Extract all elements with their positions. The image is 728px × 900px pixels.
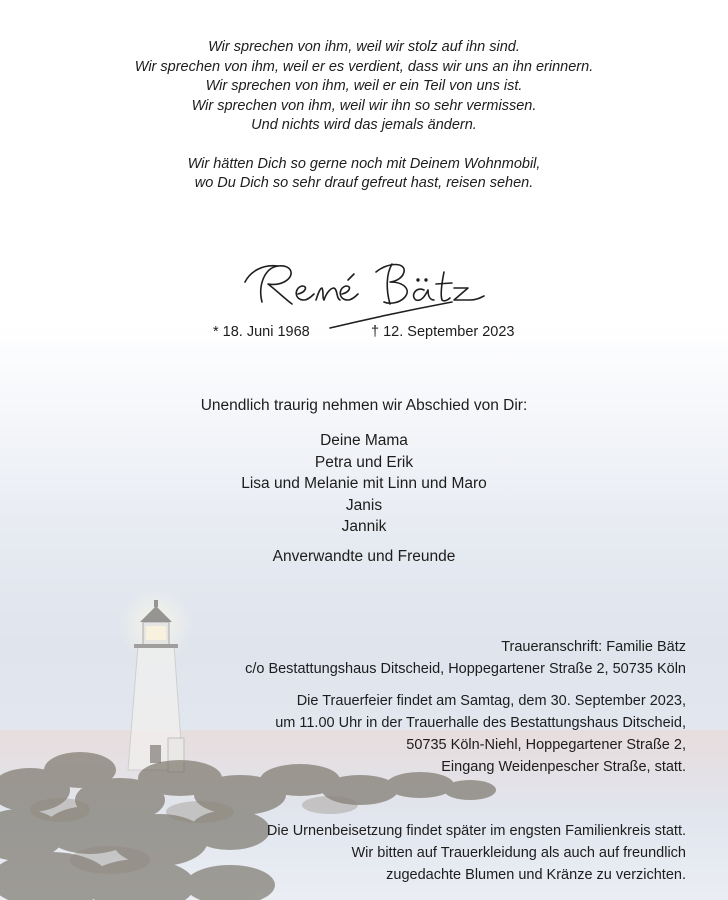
notes xyxy=(267,820,686,886)
mourner-name: Janis xyxy=(345,496,383,514)
address-line: Traueranschrift: Familie Bätz xyxy=(501,639,686,655)
poem xyxy=(0,38,728,194)
mourner-name: Jannik xyxy=(341,518,387,535)
poem-line: Wir hätten Dich so gerne noch mit Deinem Wohnmobil, xyxy=(187,155,541,172)
poem-line: Und nichts wird das jemals ändern. xyxy=(251,117,477,133)
poem-line: Wir sprechen von ihm, weil er ein Teil von uns ist. xyxy=(205,78,523,94)
note-line: Wir bitten auf Trauerkleidung als auch auf freundlich xyxy=(351,845,686,861)
ceremony-line: Die Trauerfeier findet am Samtag, dem 30. September 2023, xyxy=(296,693,686,709)
ceremony-line: um 11.00 Uhr in der Trauerhalle des Bestattungshaus Ditscheid, xyxy=(275,715,686,731)
address-line: c/o Bestattungshaus Ditscheid, Hoppegartener Straße 2, 50735 Köln xyxy=(245,661,686,677)
relatives-line: Anverwandte und Freunde xyxy=(272,548,456,565)
ceremony-line: 50735 Köln-Niehl, Hoppegartener Straße 2, xyxy=(406,737,686,753)
birth-date: * 18. Juni 1968 xyxy=(213,324,310,340)
mourner-name: Petra und Erik xyxy=(314,453,414,471)
deceased-name-signature xyxy=(0,250,728,330)
farewell-intro: Unendlich traurig nehmen wir Abschied von Dir: xyxy=(200,397,528,414)
poem-line: Wir sprechen von ihm, weil wir stolz auf ihn sind. xyxy=(208,39,520,55)
mourners-list xyxy=(0,430,728,538)
ceremony-line: Eingang Weidenpescher Straße, statt. xyxy=(441,759,686,775)
poem-line: wo Du Dich so sehr drauf gefreut hast, reisen sehen. xyxy=(194,175,534,191)
note-line: Die Urnenbeisetzung findet später im engsten Familienkreis statt. xyxy=(266,823,686,839)
mourner-name: Deine Mama xyxy=(320,432,408,449)
note-line: zugedachte Blumen und Kränze zu verzichten. xyxy=(386,867,686,883)
mourner-name: Lisa und Melanie mit Linn und Maro xyxy=(241,475,487,492)
poem-line: Wir sprechen von ihm, weil wir ihn so sehr vermissen. xyxy=(191,97,537,114)
mourning-address xyxy=(245,636,686,680)
death-date: † 12. September 2023 xyxy=(371,324,515,340)
poem-line: Wir sprechen von ihm, weil er es verdient, dass wir uns an ihn erinnern. xyxy=(134,58,594,75)
ceremony-info xyxy=(275,690,686,778)
stanza-gap xyxy=(0,136,728,155)
